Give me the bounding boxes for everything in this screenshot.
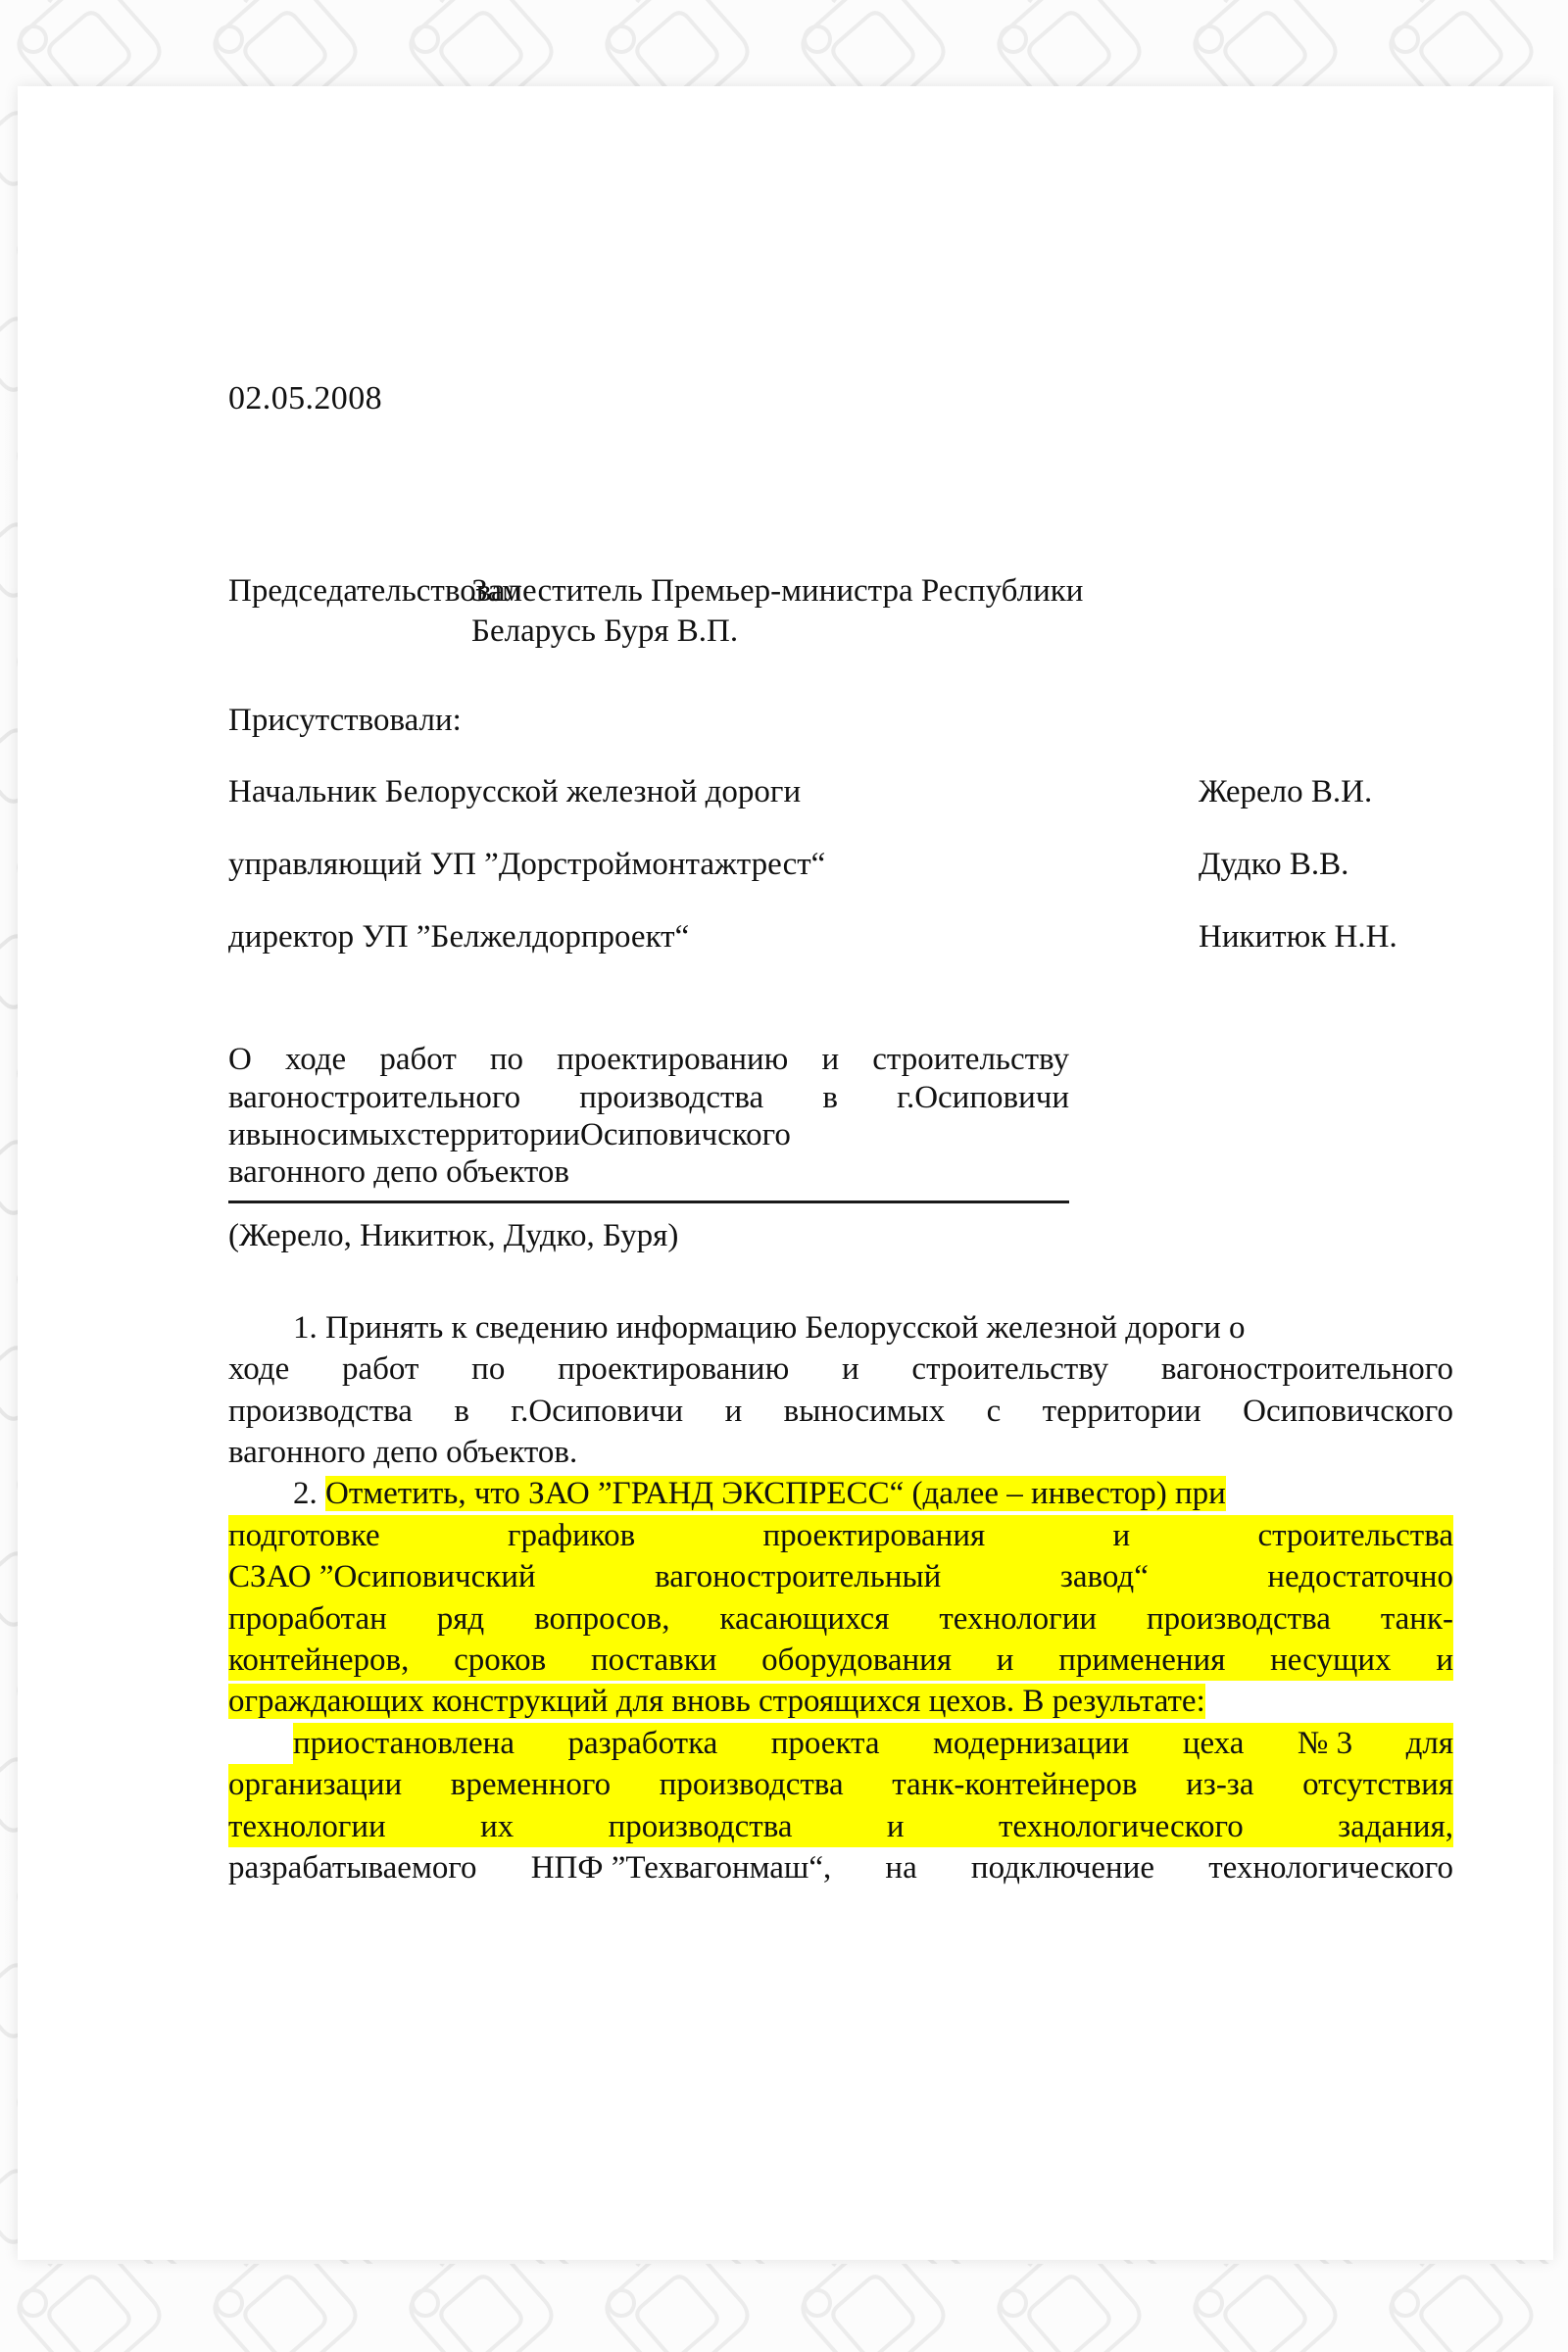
justify-gap	[683, 1391, 724, 1432]
line-word: разрабатываемого	[228, 1850, 477, 1886]
text-line	[228, 1515, 1453, 1556]
attendee-row	[228, 773, 1453, 812]
attendee-name: Дудко В.В.	[1199, 847, 1349, 883]
line-word: их	[480, 1806, 514, 1847]
line-word: технологического	[1208, 1850, 1453, 1886]
line-word: проектирования	[762, 1515, 985, 1556]
line-word: НПФ ”Техвагонмаш“,	[530, 1850, 832, 1886]
line-word: проектированию	[558, 1351, 790, 1388]
line-word: Осиповичского	[1243, 1393, 1453, 1429]
text-line	[228, 1764, 1453, 1805]
attendee-name: Никитюк Н.Н.	[1199, 918, 1397, 955]
attendee-role: директор УП ”Белжелдорпроект“	[228, 918, 690, 955]
line-word: касающихся	[719, 1598, 889, 1640]
line-word: вопросов,	[534, 1598, 669, 1640]
justify-gap	[1254, 1764, 1303, 1805]
chairperson-value	[471, 571, 1255, 651]
resolution-item-2	[228, 1473, 1453, 1888]
subject-line-3	[228, 1116, 1069, 1153]
line-word: производства	[609, 1806, 793, 1847]
attendee-row	[228, 846, 1453, 885]
text-line	[228, 1681, 1453, 1722]
line-word: танк-контейнеров	[892, 1764, 1137, 1805]
justify-gap	[635, 1515, 762, 1556]
line-word: технологического	[999, 1806, 1244, 1847]
line-word: на	[885, 1850, 917, 1886]
document-page	[18, 86, 1553, 2260]
justify-gap	[952, 1640, 997, 1681]
line-word: строительству	[911, 1351, 1109, 1388]
line-word: с	[986, 1393, 1002, 1429]
justify-gap	[386, 1806, 480, 1847]
justify-gap	[1149, 1556, 1268, 1597]
line-word: оборудования	[761, 1640, 952, 1681]
line-word: и	[1112, 1515, 1130, 1556]
line-word: вагоностроительного	[1160, 1351, 1454, 1388]
line-word: проработан	[228, 1598, 387, 1640]
line-word: производства	[660, 1764, 844, 1805]
text-line	[228, 1391, 1453, 1432]
justify-gap	[1130, 1515, 1257, 1556]
attendee-name: Жерело В.И.	[1199, 774, 1373, 810]
line-word: танк-	[1381, 1598, 1453, 1640]
line-word: ходе	[228, 1351, 290, 1388]
text-line	[228, 1307, 1453, 1348]
line-word: для	[1406, 1723, 1453, 1764]
text-line	[228, 1432, 1453, 1473]
subject-word: и	[228, 1116, 246, 1152]
justify-gap	[380, 1515, 508, 1556]
line-word: временного	[451, 1764, 611, 1805]
line-word: недостаточно	[1267, 1556, 1453, 1597]
attendee-role: управляющий УП ”Дорстроймонтажтрест“	[228, 847, 826, 883]
justify-gap	[1154, 1847, 1208, 1888]
chairperson-value-line1: Заместитель Премьер-министра Республики	[471, 573, 1084, 610]
speakers-line: (Жерело, Никитюк, Дудко, Буря)	[228, 1218, 679, 1254]
line-word: СЗАО ”Осиповичский	[228, 1556, 536, 1597]
line-word: и	[997, 1640, 1014, 1681]
line-word: и	[724, 1393, 743, 1429]
justify-gap	[716, 1640, 761, 1681]
justify-gap	[831, 1847, 885, 1888]
chairperson-row	[228, 571, 1453, 651]
line-text: 1. Принять к сведению информацию Белорусской железной дороги о	[228, 1309, 1246, 1346]
justify-gap	[844, 1764, 893, 1805]
justify-gap	[1097, 1598, 1147, 1640]
line-word: работ	[341, 1351, 419, 1388]
line-word: и	[1436, 1640, 1453, 1681]
subject-block	[228, 1041, 1069, 1191]
justify-gap	[793, 1806, 887, 1847]
line-word: организации	[228, 1764, 402, 1805]
line-text: ограждающих конструкций для вновь строящихся цехов. В результате:	[228, 1684, 1205, 1720]
justify-gap	[1013, 1640, 1058, 1681]
text-line	[228, 1598, 1453, 1640]
justify-gap	[742, 1391, 783, 1432]
line-word: технологии	[228, 1806, 386, 1847]
justify-gap	[402, 1764, 451, 1805]
justify-gap	[669, 1598, 719, 1640]
line-word: ряд	[437, 1598, 484, 1640]
justify-gap	[945, 1391, 986, 1432]
line-word: вагоностроительный	[655, 1556, 941, 1597]
subject-line-4: вагонного депо объектов	[228, 1154, 569, 1191]
line-word: строительства	[1257, 1515, 1453, 1556]
justify-gap	[1129, 1723, 1182, 1764]
justify-gap	[1352, 1723, 1405, 1764]
line-word: модернизации	[933, 1723, 1129, 1764]
justify-gap	[469, 1391, 511, 1432]
line-word: контейнеров,	[228, 1640, 409, 1681]
subject-divider	[228, 1200, 1069, 1203]
line-word: поставки	[591, 1640, 716, 1681]
line-text: вагонного депо объектов.	[228, 1435, 578, 1471]
justify-gap	[1201, 1391, 1243, 1432]
justify-gap	[905, 1806, 999, 1847]
justify-gap	[484, 1598, 534, 1640]
chairperson-value-line2: Беларусь Буря В.П.	[471, 612, 739, 649]
text-line	[228, 1847, 1453, 1888]
line-word: подключение	[970, 1850, 1155, 1886]
chairperson-label: Председательствовал	[228, 573, 522, 610]
justify-gap	[1225, 1640, 1270, 1681]
attendance-list	[228, 773, 1453, 956]
justify-gap	[985, 1515, 1112, 1556]
line-word: завод“	[1060, 1556, 1149, 1597]
text-line	[228, 1348, 1453, 1390]
justify-gap	[1331, 1598, 1381, 1640]
justify-gap	[409, 1640, 454, 1681]
subject-word: выносимых	[245, 1116, 408, 1152]
line-word: применения	[1058, 1640, 1225, 1681]
subject-line-2: вагоностроительного производства в г.Осиповичи	[228, 1079, 1069, 1115]
justify-gap	[1244, 1723, 1297, 1764]
line-word: производства	[1147, 1598, 1331, 1640]
attendance-heading: Присутствовали:	[228, 702, 462, 738]
subject-line-1: О ходе работ по проектированию и строительству	[228, 1042, 1069, 1078]
subject-word: Осиповичского	[579, 1116, 791, 1152]
line-word: выносимых	[783, 1393, 946, 1429]
justify-gap	[717, 1723, 770, 1764]
line-word: и	[842, 1351, 859, 1388]
justify-gap	[514, 1723, 567, 1764]
line-word: территории	[1042, 1393, 1201, 1429]
line-word: в	[454, 1393, 469, 1429]
justify-gap	[514, 1806, 608, 1847]
text-line	[228, 1806, 1453, 1847]
line-word: сроков	[454, 1640, 546, 1681]
justify-gap	[880, 1723, 933, 1764]
line-word: цеха	[1183, 1723, 1245, 1764]
line-word: отсутствия	[1302, 1764, 1453, 1805]
line-word: разработка	[567, 1723, 717, 1764]
justify-gap	[1138, 1764, 1187, 1805]
text-line	[228, 1640, 1453, 1681]
document-date: 02.05.2008	[228, 380, 382, 416]
line-word: графиков	[508, 1515, 635, 1556]
justify-gap	[1244, 1806, 1338, 1847]
justify-gap	[859, 1348, 912, 1390]
line-word: и	[887, 1806, 905, 1847]
justify-gap	[1392, 1640, 1437, 1681]
line-word: из-за	[1186, 1764, 1253, 1805]
document-body	[228, 380, 1453, 1888]
line-word: по	[471, 1351, 506, 1388]
justify-gap	[289, 1348, 342, 1390]
line-word: несущих	[1270, 1640, 1391, 1681]
justify-gap	[477, 1847, 531, 1888]
line-text: Отметить, что ЗАО ”ГРАНД ЭКСПРЕСС“ (далее – инвестор) при	[325, 1476, 1226, 1512]
justify-gap	[413, 1391, 454, 1432]
justify-gap	[1108, 1348, 1161, 1390]
justify-gap	[789, 1348, 842, 1390]
line-word: производства	[228, 1393, 413, 1429]
text-line	[228, 1473, 1453, 1514]
line-indent: 2.	[228, 1476, 325, 1512]
subject-word: с	[407, 1116, 421, 1152]
line-word: г.Осиповичи	[511, 1393, 684, 1429]
attendee-row	[228, 918, 1453, 957]
justify-gap	[418, 1348, 471, 1390]
justify-gap	[889, 1598, 939, 1640]
text-line	[228, 1723, 1453, 1764]
line-word: подготовке	[228, 1515, 380, 1556]
justify-gap	[1001, 1391, 1042, 1432]
justify-gap	[505, 1348, 558, 1390]
justify-gap	[941, 1556, 1060, 1597]
justify-gap	[536, 1556, 656, 1597]
justify-gap	[611, 1764, 660, 1805]
line-indent	[228, 1723, 293, 1764]
line-word: технологии	[939, 1598, 1097, 1640]
justify-gap	[387, 1598, 437, 1640]
justify-gap	[546, 1640, 591, 1681]
line-word: № 3	[1298, 1723, 1352, 1764]
justify-gap	[917, 1847, 971, 1888]
resolution-item-1	[228, 1307, 1453, 1474]
text-line	[228, 1556, 1453, 1597]
attendee-role: Начальник Белорусской железной дороги	[228, 774, 802, 810]
line-word: задания,	[1338, 1806, 1453, 1847]
line-word: проекта	[771, 1723, 880, 1764]
line-word: приостановлена	[293, 1723, 514, 1764]
subject-word: территории	[420, 1116, 580, 1152]
